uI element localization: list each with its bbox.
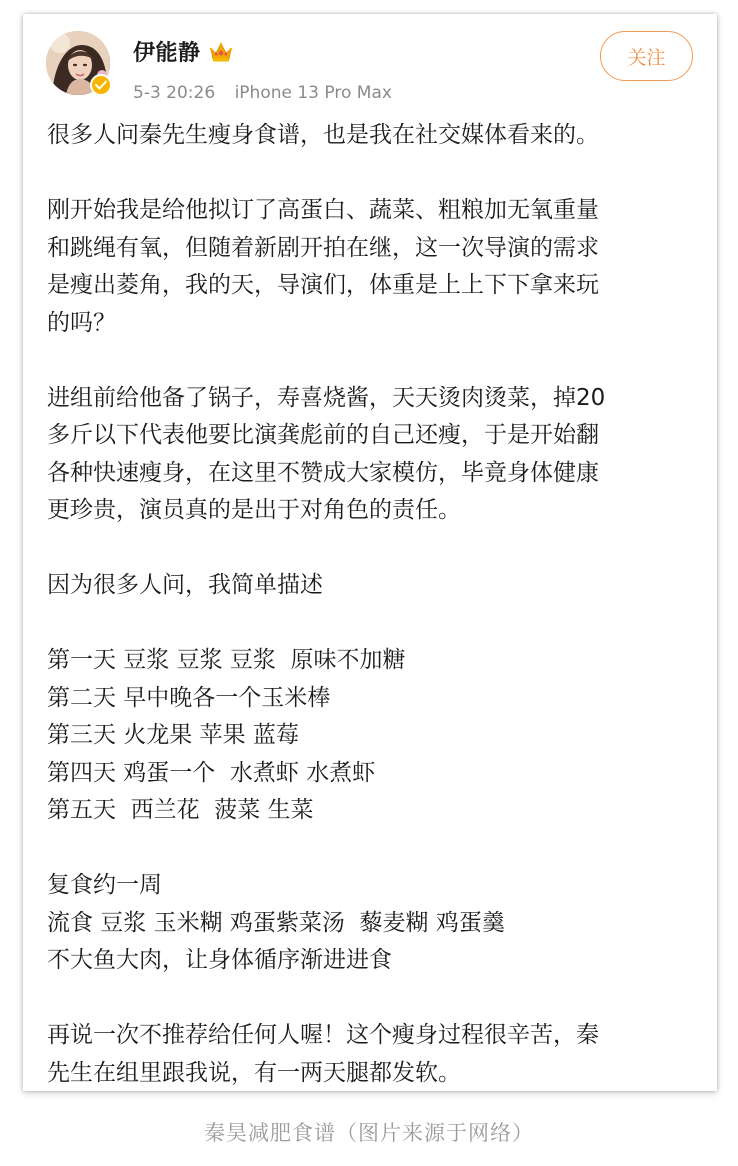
post-meta — [133, 83, 392, 103]
post-text-line: 是瘦出菱角，我的天，导演们，体重是上上下下拿来玩 — [47, 272, 599, 298]
post-text-line: 先生在组里跟我说，有一两天腿都发软。 — [47, 1059, 461, 1086]
post-text-line: 复食约一周 — [47, 872, 162, 898]
post-device: iPhone 13 Pro Max — [234, 83, 392, 103]
post-paragraph — [47, 642, 697, 830]
post-text-line: 刚开始我是给他拟订了高蛋白、蔬菜、粗粮加无氧重量 — [47, 197, 599, 223]
post-paragraph — [47, 1017, 697, 1091]
crown-icon — [209, 41, 233, 63]
post-paragraph — [47, 117, 697, 155]
image-caption: 秦昊减肥食谱（图片来源于网络） — [204, 1121, 534, 1145]
post-timestamp: 5-3 20:26 — [133, 83, 216, 103]
avatar[interactable] — [46, 31, 110, 95]
post-text-line: 第一天 豆浆 豆浆 豆浆 原味不加糖 — [47, 647, 406, 673]
post-text-line: 不大鱼大肉，让身体循序渐进进食 — [47, 947, 392, 973]
post-body — [47, 117, 697, 1091]
post-text-line: 多斤以下代表他要比演龚彪前的自己还瘦，于是开始翻 — [47, 422, 599, 448]
post-text-line: 第四天 鸡蛋一个 水煮虾 水煮虾 — [47, 759, 376, 786]
post-text-line: 第三天 火龙果 苹果 蓝莓 — [47, 722, 299, 748]
post-paragraph — [47, 380, 697, 530]
post-text-line: 进组前给他备了锅子，寿喜烧酱，天天烫肉烫菜，掉20 — [47, 384, 606, 411]
weibo-post-card — [23, 14, 717, 1091]
post-text-line: 流食 豆浆 玉米糊 鸡蛋紫菜汤 藜麦糊 鸡蛋羹 — [47, 909, 505, 936]
verified-badge-icon — [90, 74, 112, 96]
post-text-line: 第二天 早中晚各一个玉米棒 — [47, 684, 331, 711]
username[interactable] — [133, 36, 233, 67]
post-text-line: 再说一次不推荐给任何人喔！这个瘦身过程很辛苦，秦 — [47, 1022, 599, 1048]
post-text-line: 和跳绳有氧，但随着新剧开拍在继，这一次导演的需求 — [47, 234, 599, 261]
post-text-line: 很多人问秦先生瘦身食谱，也是我在社交媒体看来的。 — [47, 122, 599, 148]
username-text[interactable]: 伊能静 — [133, 41, 201, 66]
post-paragraph — [47, 192, 697, 342]
post-paragraph — [47, 867, 697, 980]
post-text-line: 更珍贵，演员真的是出于对角色的责任。 — [47, 497, 461, 523]
post-text-line: 第五天 西兰花 菠菜 生菜 — [47, 797, 314, 823]
post-text-line: 因为很多人问，我简单描述 — [47, 572, 323, 598]
follow-button[interactable]: 关注 — [600, 31, 693, 81]
post-text-line: 各种快速瘦身，在这里不赞成大家模仿，毕竟身体健康 — [47, 459, 599, 486]
post-text-line: 的吗？ — [47, 309, 116, 336]
post-header — [23, 14, 717, 114]
post-paragraph — [47, 567, 697, 605]
